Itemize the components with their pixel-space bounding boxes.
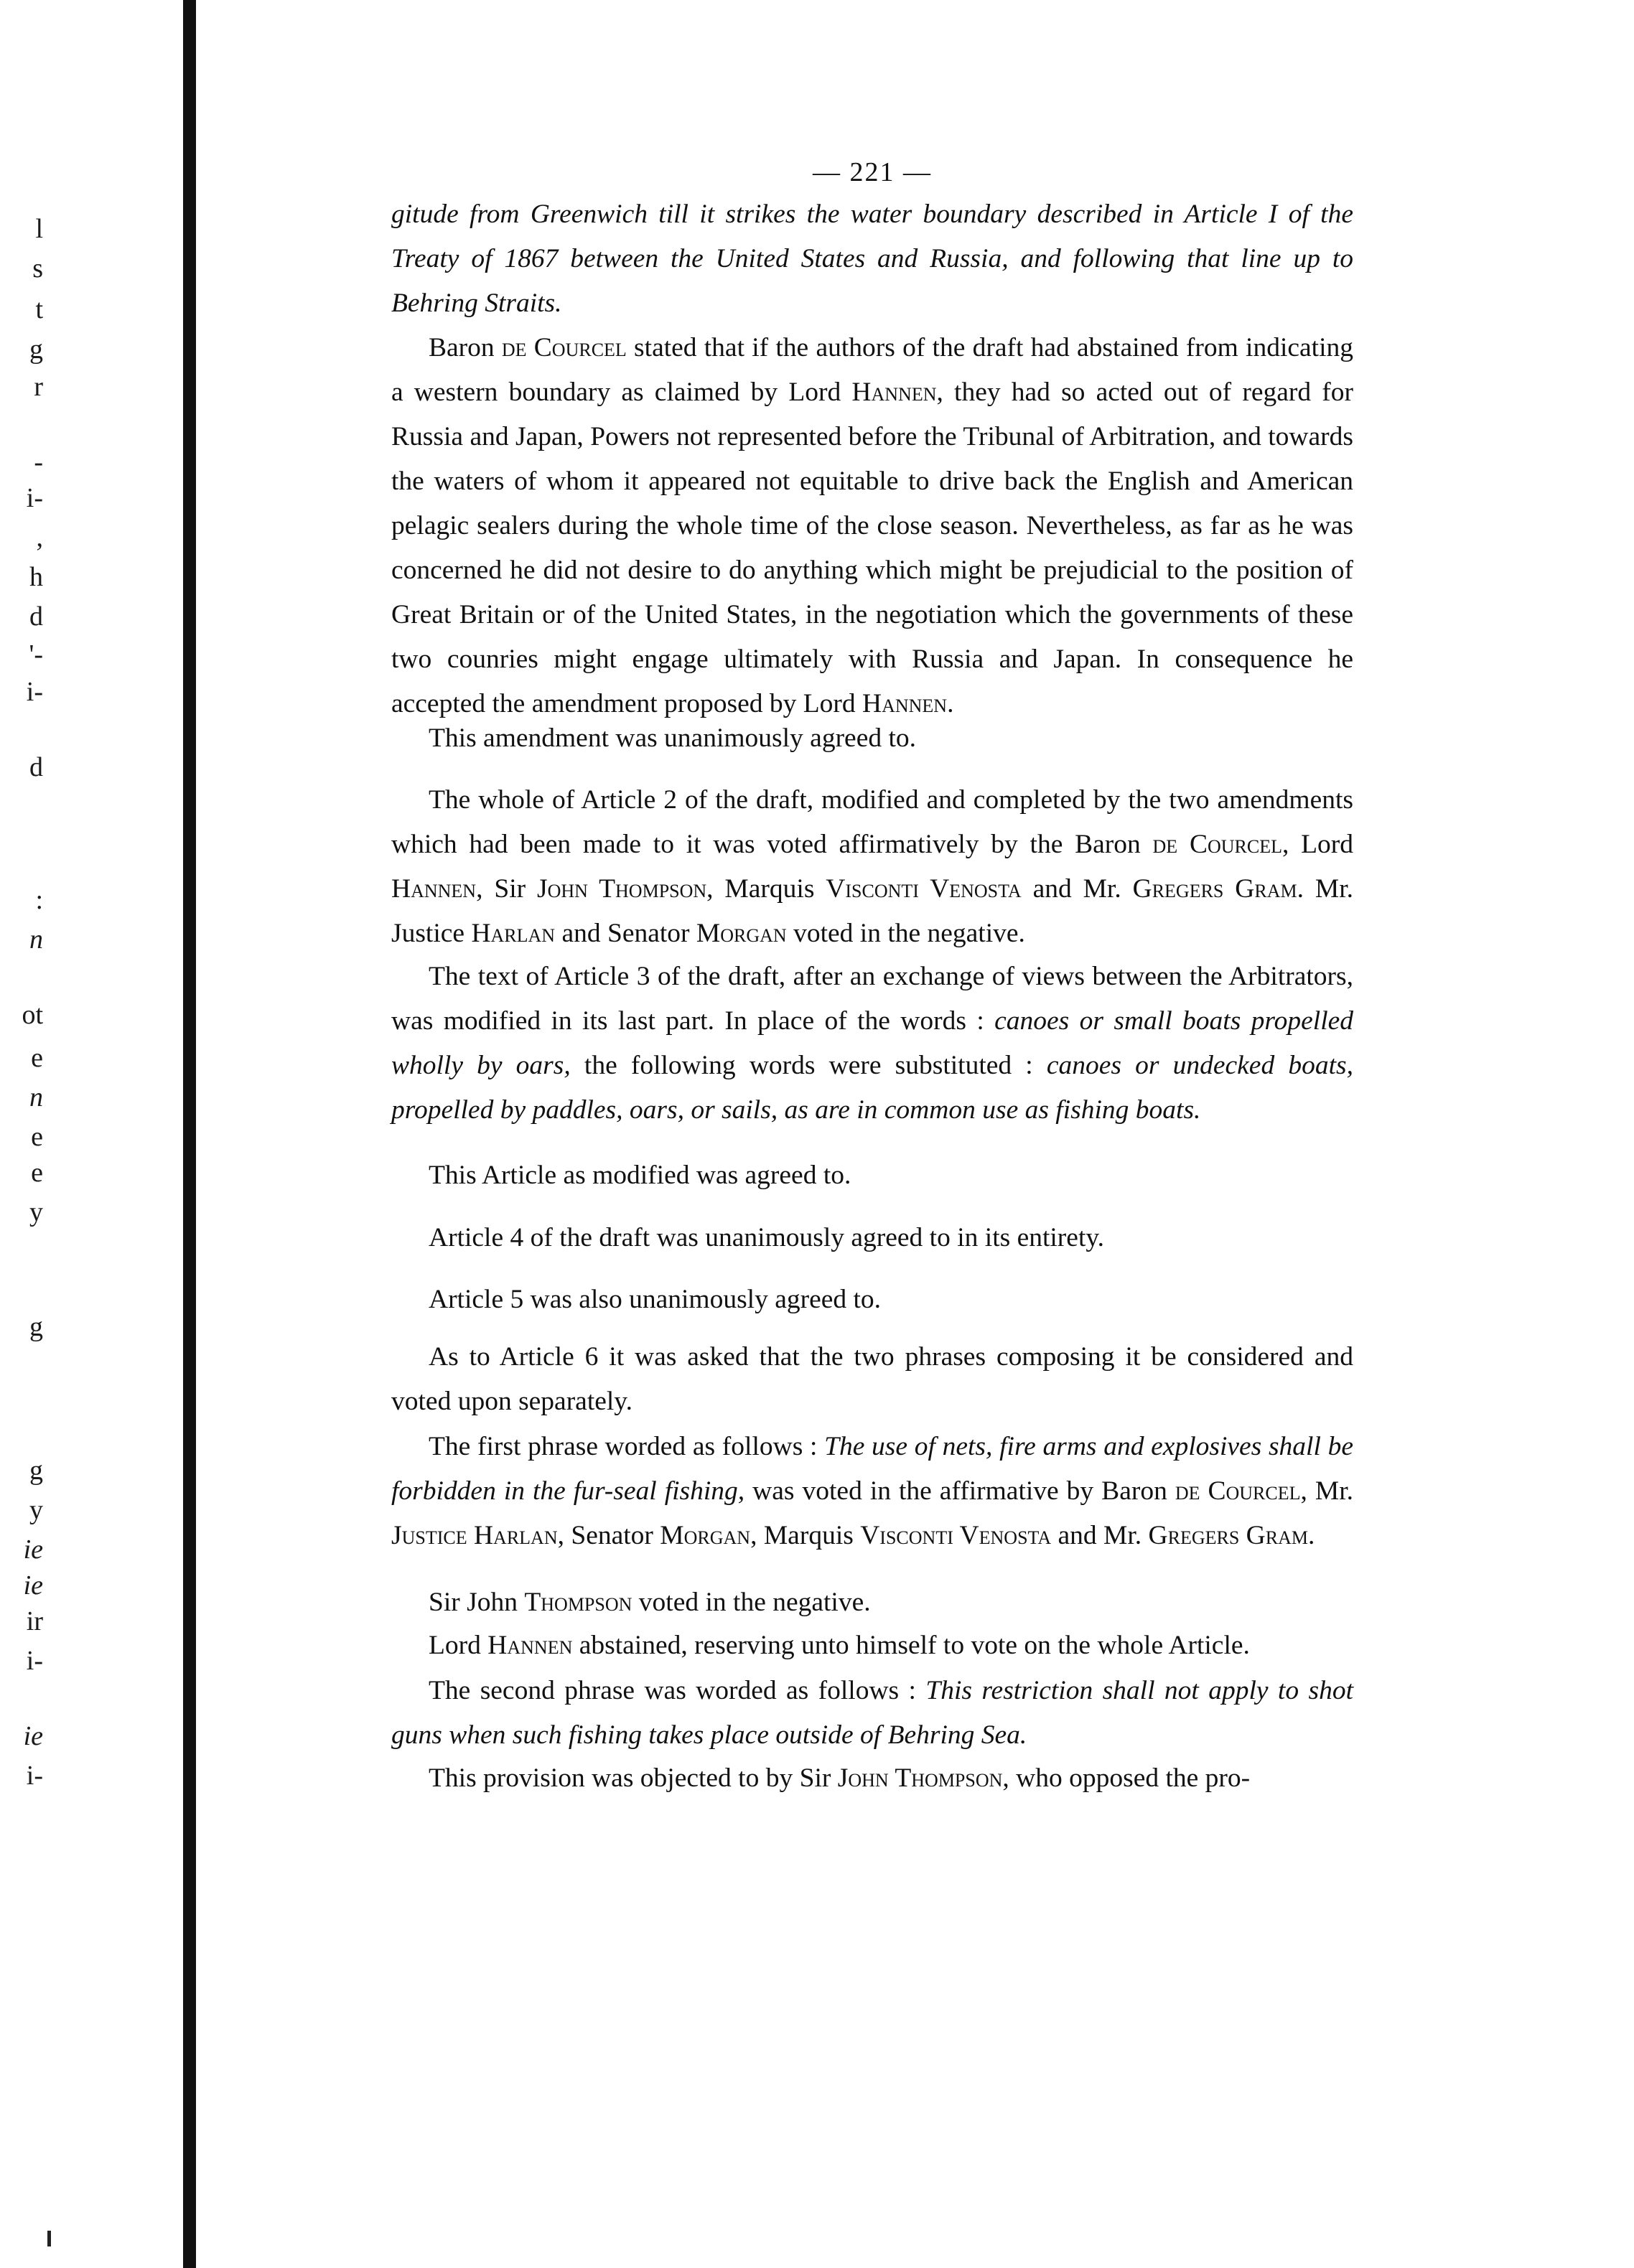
text-run: . bbox=[947, 689, 954, 718]
gutter-fragment: d bbox=[29, 601, 43, 632]
page-edge-rule bbox=[183, 0, 196, 2268]
text-run: Visconti Venosta bbox=[860, 1521, 1052, 1550]
text-run: , who opposed the pro- bbox=[1002, 1763, 1251, 1793]
gutter-fragment: h bbox=[29, 562, 43, 592]
text-run: stated that if the authors of the draft had abstained from indicating a western boundary as claimed by Lord bbox=[391, 333, 1353, 407]
text-run: and Mr. bbox=[1051, 1521, 1149, 1550]
gutter-fragment: , bbox=[36, 523, 43, 553]
gutter-fragment: t bbox=[35, 294, 43, 324]
gutter-fragment: i- bbox=[26, 1646, 43, 1676]
paragraph-first-phrase-vote bbox=[391, 1425, 1353, 1558]
text-run: Baron bbox=[429, 333, 502, 362]
text-run: Morgan bbox=[696, 919, 787, 948]
gutter-fragment: r bbox=[34, 372, 43, 402]
paragraph-continuation bbox=[391, 192, 1353, 326]
paragraph-thompson-negative bbox=[391, 1580, 1353, 1625]
gutter-fragment: i- bbox=[26, 677, 43, 707]
paragraph-article-3-agreed bbox=[391, 1153, 1353, 1198]
text-run: John Thompson bbox=[536, 874, 707, 904]
text-run: As to Article 6 it was asked that the two phrases composing it be considered and voted upon separately. bbox=[391, 1342, 1353, 1416]
gutter-fragment: ir bbox=[26, 1606, 43, 1636]
page-number: — 221 — bbox=[813, 157, 932, 187]
gutter-fragment: y bbox=[29, 1197, 43, 1227]
text-run: The first phrase worded as follows : bbox=[429, 1432, 825, 1461]
paragraph-second-phrase bbox=[391, 1669, 1353, 1758]
text-run: Article 5 was also unanimously agreed to. bbox=[429, 1285, 882, 1314]
paragraph-article-4 bbox=[391, 1216, 1353, 1260]
text-run: , Marquis bbox=[750, 1521, 861, 1550]
text-run: This restriction shall not apply to shot guns when such fishing takes place outside of Behring Sea. bbox=[391, 1676, 1353, 1750]
text-run: gitude from Greenwich till it strikes the water boundary described in Article I of the Treaty of 1867 between the United States and Russia, and following that line up to Behring Straits. bbox=[391, 200, 1353, 318]
gutter-fragment: e bbox=[31, 1043, 43, 1073]
text-run: The text of Article 3 of the draft, after an exchange of views between the Arbitrators, was modified in its last part. In place of the words : bbox=[391, 962, 1353, 1036]
gutter-fragment: g bbox=[29, 1456, 43, 1486]
paragraph-provision-objected bbox=[391, 1756, 1353, 1801]
text-run: Harlan bbox=[471, 919, 556, 948]
text-run: and Mr. bbox=[1021, 874, 1133, 904]
scan-mark bbox=[47, 2231, 51, 2246]
gutter-fragment: ot bbox=[22, 1000, 43, 1030]
text-run: Hannen bbox=[391, 874, 477, 904]
text-run: Article 4 of the draft was unanimously agreed to in its entirety. bbox=[429, 1223, 1105, 1252]
paragraph-amendment-agreed bbox=[391, 716, 1353, 761]
text-run: abstained, reserving unto himself to vote on the whole Article. bbox=[572, 1631, 1250, 1660]
text-run: Thompson bbox=[524, 1588, 632, 1617]
text-run: The whole of Article 2 of the draft, modified and completed by the two amendments which had been made to it was voted affirmatively by the Baron bbox=[391, 785, 1353, 859]
text-run: Visconti Venosta bbox=[826, 874, 1022, 904]
text-run: This amendment was unanimously agreed to. bbox=[429, 723, 917, 753]
text-run: John Thompson bbox=[837, 1763, 1003, 1793]
text-run: Hannen bbox=[851, 378, 937, 407]
text-run: de Courcel bbox=[1175, 1476, 1301, 1506]
gutter-fragment: : bbox=[35, 885, 43, 915]
text-run: , Senator bbox=[557, 1521, 660, 1550]
gutter-fragment: n bbox=[29, 924, 43, 955]
text-run: voted in the negative. bbox=[786, 919, 1025, 948]
text-run: , Marquis bbox=[706, 874, 826, 904]
gutter-fragment: ie bbox=[23, 1534, 43, 1565]
gutter-fragment: l bbox=[35, 214, 43, 244]
gutter-fragment: g bbox=[29, 1312, 43, 1342]
paragraph-de-courcel-statement bbox=[391, 326, 1353, 726]
text-run: de Courcel bbox=[501, 333, 627, 362]
text-run: Hannen bbox=[862, 689, 948, 718]
text-run: the following words were substituted : bbox=[570, 1051, 1047, 1080]
text-run: voted in the negative. bbox=[632, 1588, 871, 1617]
text-run: de Courcel bbox=[1152, 830, 1282, 859]
gutter-fragment: e bbox=[31, 1122, 43, 1152]
text-run: Gregers Gram bbox=[1132, 874, 1297, 904]
text-run: Justice Harlan bbox=[391, 1521, 558, 1550]
document-page bbox=[391, 0, 1353, 2268]
gutter-fragment: - bbox=[34, 447, 43, 477]
gutter-fragment: ie bbox=[23, 1721, 43, 1751]
gutter-fragment: '- bbox=[29, 639, 43, 670]
paragraph-hannen-abstained bbox=[391, 1623, 1353, 1668]
text-run: The second phrase was worded as follows : bbox=[429, 1676, 926, 1705]
text-run: Gregers Gram bbox=[1148, 1521, 1308, 1550]
text-run: Sir John bbox=[429, 1588, 525, 1617]
paragraph-article-5 bbox=[391, 1278, 1353, 1322]
text-run: The use of nets, fire arms and explosives shall be forbidden in the fur-seal fishing, bbox=[391, 1432, 1353, 1506]
gutter-fragment: y bbox=[29, 1495, 43, 1525]
gutter-fragment: g bbox=[29, 334, 43, 365]
text-run: . bbox=[1308, 1521, 1315, 1550]
text-run: and Senator bbox=[555, 919, 696, 948]
paragraph-article-3-modified bbox=[391, 955, 1353, 1133]
text-run: , Lord bbox=[1281, 830, 1353, 859]
text-run: , Mr. bbox=[1300, 1476, 1354, 1506]
text-run: Lord bbox=[429, 1631, 488, 1660]
text-run: , Sir bbox=[476, 874, 537, 904]
gutter-fragment: n bbox=[29, 1082, 43, 1112]
gutter-fragment: e bbox=[31, 1158, 43, 1188]
text-run: Hannen bbox=[487, 1631, 573, 1660]
left-margin-gutter bbox=[0, 0, 194, 2268]
paragraph-article-6 bbox=[391, 1335, 1353, 1424]
text-run: canoes or small boats propelled wholly by oars, bbox=[391, 1006, 1354, 1080]
gutter-fragment: s bbox=[32, 253, 43, 284]
gutter-fragment: i- bbox=[26, 1761, 43, 1791]
text-run: This provision was objected to by Sir bbox=[429, 1763, 838, 1793]
text-run: canoes or undecked boats, propelled by paddles, oars, or sails, as are in common use as fishing boats. bbox=[391, 1051, 1353, 1125]
text-run: . Mr. Justice bbox=[391, 874, 1353, 948]
text-run: was voted in the affirmative by Baron bbox=[744, 1476, 1175, 1506]
text-run: This Article as modified was agreed to. bbox=[429, 1161, 851, 1190]
text-run: , they had so acted out of regard for Russia and Japan, Powers not represented before the Tribunal of Arbitration, and towards the waters of whom it appeared not equitable to drive back the English and American pelagic sealers during the whole time of the close season. Nevertheless, as far as he was concerned he did not desire to do anything which might be prejudicial to the position of Great Britain or of the United States, in the negotiation which the governments of these two counries might engage ultimately with Russia and Japan. In consequence he accepted the amendment proposed by Lord bbox=[391, 378, 1353, 718]
text-run: Morgan bbox=[660, 1521, 751, 1550]
gutter-fragment: i- bbox=[26, 483, 43, 513]
paragraph-article-2-vote bbox=[391, 778, 1353, 956]
gutter-fragment: d bbox=[29, 752, 43, 782]
gutter-fragment: ie bbox=[23, 1570, 43, 1601]
